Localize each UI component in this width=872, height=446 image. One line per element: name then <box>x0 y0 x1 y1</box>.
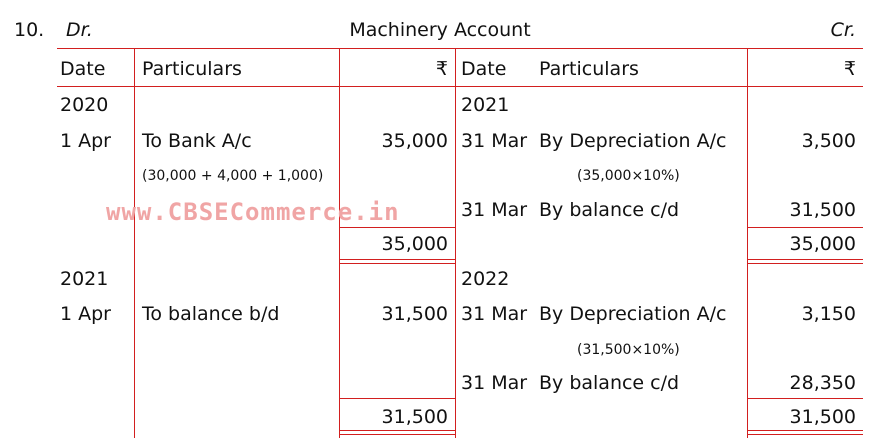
debit-total2-double-rule-a <box>339 430 455 431</box>
credit-total1-top-rule <box>747 227 863 228</box>
debit-side-label: Dr. <box>66 19 93 41</box>
credit-date-header: Date <box>461 58 507 80</box>
credit-row1-date: 31 Mar <box>461 130 528 152</box>
debit-total-1: 35,000 <box>381 233 448 255</box>
debit-amount-header: ₹ <box>435 58 448 80</box>
credit-row2-date: 31 Mar <box>461 199 528 221</box>
credit-total1-double-rule-a <box>747 259 863 260</box>
debit-row1-date: 1 Apr <box>60 130 111 152</box>
debit-row2-date: 1 Apr <box>60 303 111 325</box>
debit-total1-top-rule <box>339 227 455 228</box>
credit-row2-particulars: By balance c/d <box>539 199 680 221</box>
credit-row3-particulars: By Depreciation A/c <box>539 303 727 325</box>
debit-year-1: 2020 <box>60 94 109 116</box>
debit-year-2: 2021 <box>60 268 109 290</box>
credit-row4-amount: 28,350 <box>789 372 856 394</box>
debit-date-header: Date <box>60 58 106 80</box>
credit-total2-top-rule <box>747 398 863 399</box>
credit-total2-double-rule-b <box>747 434 863 435</box>
table-top-rule <box>57 48 863 49</box>
credit-row1-note: (35,000×10%) <box>577 168 680 184</box>
account-title: Machinery Account <box>349 19 531 41</box>
debit-date-divider <box>134 48 135 438</box>
credit-particulars-header: Particulars <box>539 58 639 80</box>
credit-row4-particulars: By balance c/d <box>539 372 680 394</box>
credit-total2-double-rule-a <box>747 430 863 431</box>
credit-row2-amount: 31,500 <box>789 199 856 221</box>
credit-total-1: 35,000 <box>789 233 856 255</box>
question-number: 10. <box>14 19 45 41</box>
credit-year-2: 2022 <box>461 268 510 290</box>
debit-total2-top-rule <box>339 398 455 399</box>
center-divider <box>455 48 456 438</box>
debit-row2-particulars: To balance b/d <box>142 303 280 325</box>
credit-row1-particulars: By Depreciation A/c <box>539 130 727 152</box>
debit-row1-amount: 35,000 <box>381 130 448 152</box>
debit-total2-double-rule-b <box>339 434 455 435</box>
credit-row1-amount: 3,500 <box>801 130 856 152</box>
credit-amount-header: ₹ <box>843 58 856 80</box>
credit-row3-amount: 3,150 <box>801 303 856 325</box>
credit-row3-date: 31 Mar <box>461 303 528 325</box>
credit-side-label: Cr. <box>830 19 856 41</box>
debit-particulars-header: Particulars <box>142 58 242 80</box>
credit-year-1: 2021 <box>461 94 510 116</box>
credit-row4-date: 31 Mar <box>461 372 528 394</box>
header-bottom-rule <box>57 86 863 87</box>
debit-row1-particulars: To Bank A/c <box>142 130 252 152</box>
credit-total1-double-rule-b <box>747 263 863 264</box>
debit-total1-double-rule-a <box>339 259 455 260</box>
debit-row1-note: (30,000 + 4,000 + 1,000) <box>142 168 324 184</box>
debit-total-2: 31,500 <box>381 406 448 428</box>
credit-row3-note: (31,500×10%) <box>577 342 680 358</box>
debit-total1-double-rule-b <box>339 263 455 264</box>
credit-total-2: 31,500 <box>789 406 856 428</box>
watermark: www.CBSECommerce.in <box>106 198 400 226</box>
debit-row2-amount: 31,500 <box>381 303 448 325</box>
credit-particulars-divider <box>747 48 748 438</box>
